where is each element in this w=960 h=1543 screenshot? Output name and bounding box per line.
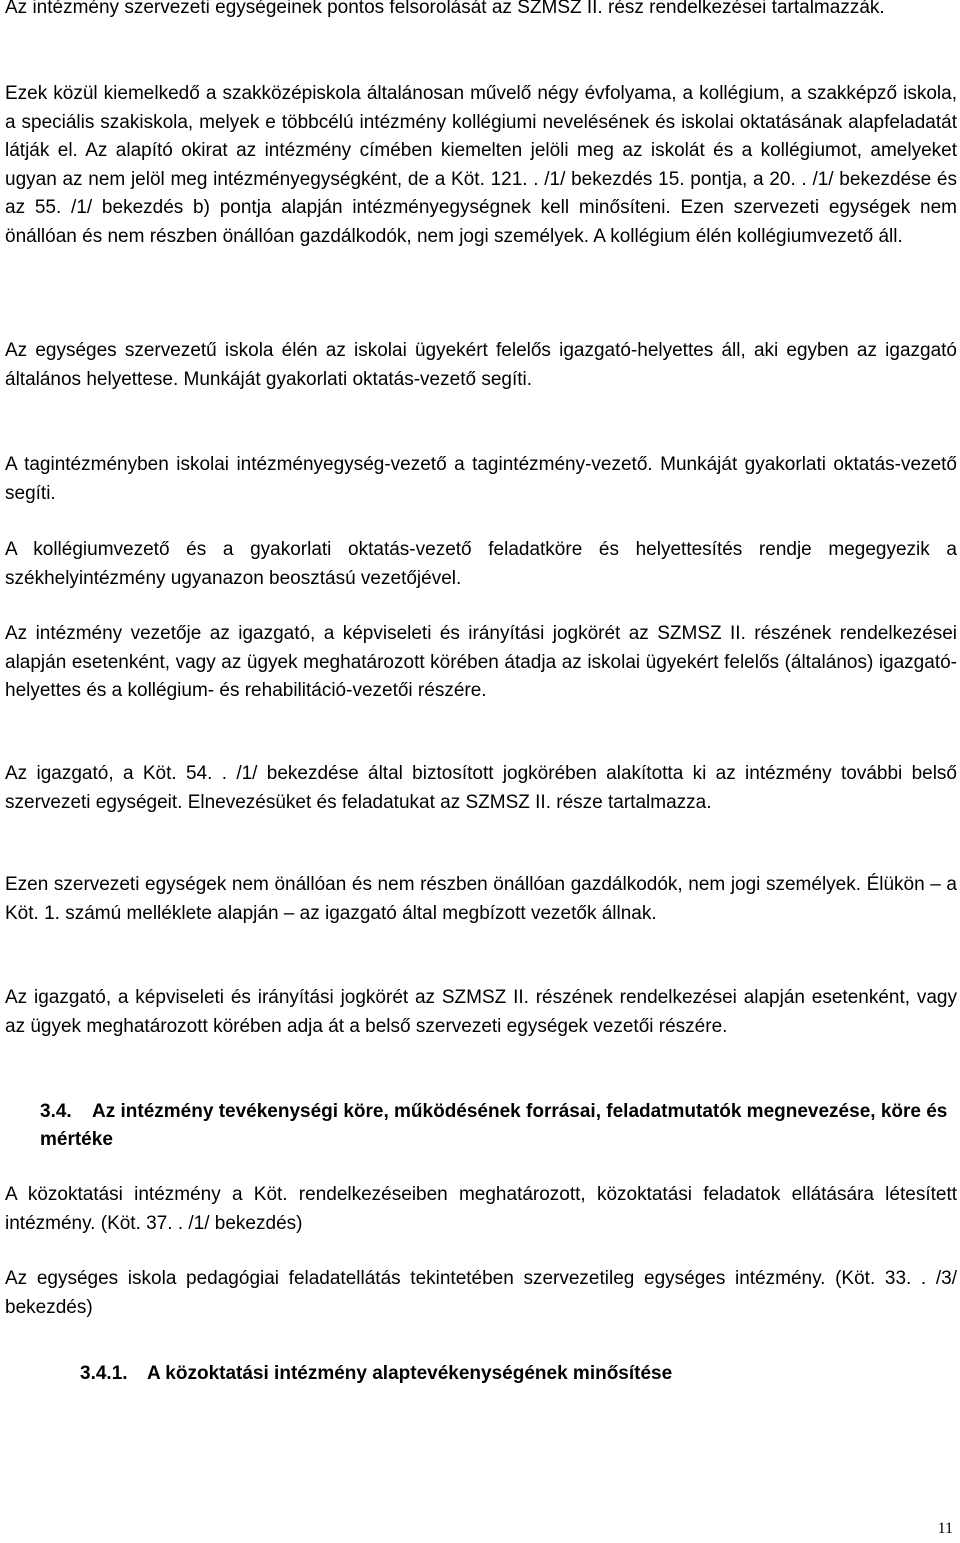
paragraph: Az igazgató, a képviseleti és irányítási jogkörét az SZMSZ II. részének rendelkezései alapján esetenként, vagy az ügyek meghatározott körében adja át a belső szervezeti egységek vezetői részére. (5, 987, 957, 1037)
paragraph: A közoktatási intézmény a Köt. rendelkezéseiben meghatározott, közoktatási feladatok ellátására létesített intézmény. (Köt. 37. . /1/ bekezdés) (5, 1184, 957, 1234)
section-heading-3-4 (40, 1098, 955, 1154)
paragraph: Az intézmény vezetője az igazgató, a képviseleti és irányítási jogkörét az SZMSZ II. részének rendelkezései alapján esetenként, vagy az ügyek meghatározott körében átadja az iskolai ügyekért felelős (általános) igazgató-helyettes és a kollégium- és rehabilitáció-vezetői részére. (5, 623, 957, 701)
paragraph: A tagintézményben iskolai intézményegység-vezető a tagintézmény-vezető. Munkáját gyakorlati oktatás-vezető segíti. (5, 454, 957, 504)
paragraph: Az intézmény szervezeti egységeinek pontos felsorolását az SZMSZ II. rész rendelkezései tartalmazzák. (5, 0, 885, 18)
section-title: Az intézmény tevékenységi köre, működésének forrásai, feladatmutatók megnevezése, köre és mértéke (40, 1101, 948, 1150)
paragraph: Ezen szervezeti egységek nem önállóan és nem részben önállóan gazdálkodók, nem jogi személyek. Élükön – a Köt. 1. számú melléklete alapján – az igazgató által megbízott vezetők állnak. (5, 874, 957, 924)
paragraph: Ezek közül kiemelkedő a szakközépiskola általánosan művelő négy évfolyama, a kollégium, a szakképző iskola, a speciális szakiskola, melyek e többcélú intézmény kollégiumi nevelésének és iskolai oktatásának alapfeladatát látják el. Az alapító okirat az intézmény címében kiemelten jelöli meg az iskolát és a kollégiumot, amelyeket ugyan az nem jelöl meg intézményegységként, de a Köt. 121. . /1/ bekezdés 15. pontja, a 20. . /1/ bekezdése és az 55. /1/ bekezdés b) pontja alapján intézményegységnek kell minősíteni. Ezen szervezeti egységek nem önállóan és nem részben önállóan gazdálkodók, nem jogi személyek. A kollégium élén kollégiumvezető áll. (5, 83, 957, 247)
section-heading-3-4-1 (80, 1360, 940, 1388)
section-number: 3.4.1. (80, 1363, 128, 1384)
section-number: 3.4. (40, 1101, 72, 1122)
paragraph: Az egységes szervezetű iskola élén az iskolai ügyekért felelős igazgató-helyettes áll, aki egyben az igazgató általános helyettese. Munkáját gyakorlati oktatás-vezető segíti. (5, 340, 957, 390)
page-number: 11 (937, 1520, 953, 1537)
paragraph: Az egységes iskola pedagógiai feladatellátás tekintetében szervezetileg egységes intézmény. (Köt. 33. . /3/ bekezdés) (5, 1268, 957, 1318)
section-title: A közoktatási intézmény alaptevékenységének minősítése (147, 1363, 673, 1384)
paragraph: Az igazgató, a Köt. 54. . /1/ bekezdése által biztosított jogkörében alakította ki az intézmény további belső szervezeti egységeit. Elnevezésüket és feladatukat az SZMSZ II. része tartalmazza. (5, 763, 957, 813)
paragraph: A kollégiumvezető és a gyakorlati oktatás-vezető feladatköre és helyettesítés rendje megegyezik a székhelyintézmény ugyanazon beosztású vezetőjével. (5, 539, 957, 589)
